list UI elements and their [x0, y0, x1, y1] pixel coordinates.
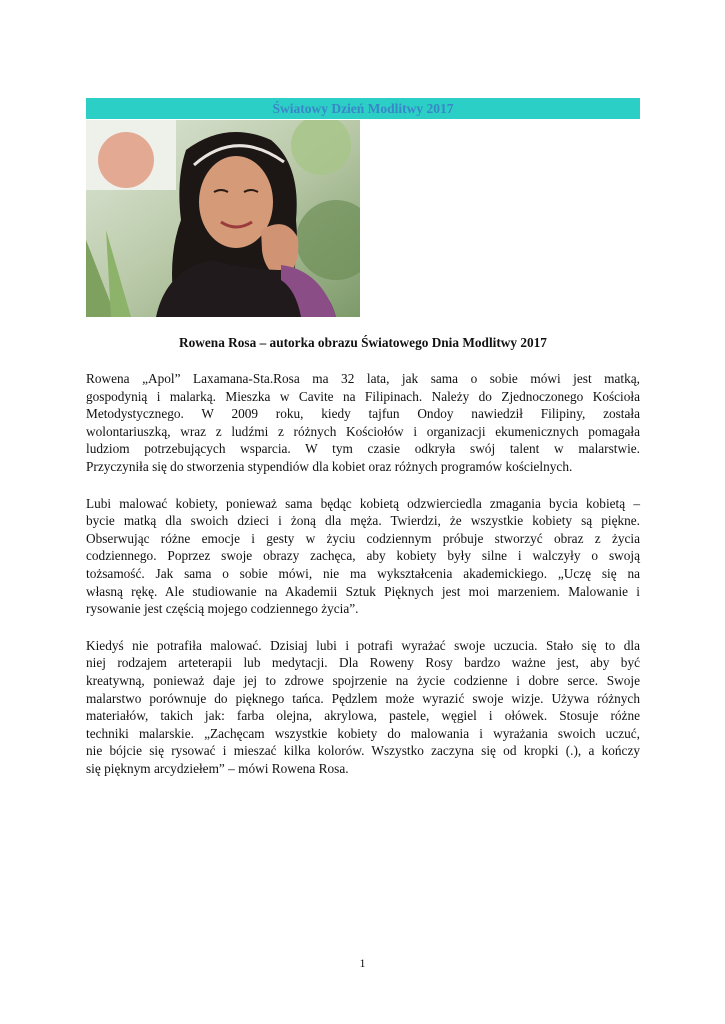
paragraph-3	[86, 637, 640, 778]
text-line: ludziom potrzebujących wsparcia. W tym czasie odkryła swój talent w malarstwie.	[86, 441, 640, 457]
text-line: wolontariuszką, wraz z ludźmi z różnych Kościołów i organizacji ekumenicznych pomagała	[86, 423, 640, 439]
text-line: własną rękę. Ale studiowanie na Akademii Sztuk Pięknych jest moi marzeniem. Malowanie i	[86, 583, 640, 599]
text-line: rysowanie jest częścią mojego codziennego życia”.	[86, 601, 359, 617]
text-line: Obserwując różne emocje i gesty w życiu codziennym próbuje stworzyć obraz z życia	[86, 530, 640, 546]
text-line: Rowena „Apol” Laxamana-Sta.Rosa ma 32 lata, jak sama o sobie mówi jest matką,	[86, 371, 640, 386]
text-line: materiałów, takich jak: farba olejna, akrylowa, pastele, węgiel i ołówek. Stosuje różne	[86, 708, 640, 724]
title-banner	[86, 98, 640, 119]
paragraph-1	[86, 370, 640, 476]
text-line: Przyczyniła się do stworzenia stypendiów dla kobiet oraz różnych programów kościelnych.	[86, 458, 573, 474]
banner-title: Światowy Dzień Modlitwy 2017	[272, 101, 454, 116]
article-heading: Rowena Rosa – autorka obrazu Światowego Dnia Modlitwy 2017	[179, 335, 547, 350]
text-line: techniki malarskie. „Zachęcam wszystkie kobiety do malowania i wyrażania swoich uczuć,	[86, 725, 640, 741]
article-body	[86, 370, 640, 796]
text-line: bycie matką dla swoich dzieci i żoną dla męża. Twierdzi, że wszystkie kobiety są piękne.	[86, 513, 640, 529]
text-line: Metodystycznego. W 2009 roku, kiedy tajfun Ondoy nawiedził Filipiny, została	[86, 406, 640, 422]
text-line: kreatywną, ponieważ daje jej to zdrowe spojrzenie na życie codzienne i dobre serce. Swoje	[86, 672, 640, 688]
text-line: Lubi malować kobiety, ponieważ sama będąc kobietą odzwierciedla zmagania bycia kobietą –	[86, 495, 640, 511]
paragraph-2	[86, 495, 640, 618]
text-line: Kiedyś nie potrafiła malować. Dzisiaj lubi i potrafi wyrażać swoje uczucia. Stało się to dla	[86, 637, 640, 653]
text-line: gospodynią i malarką. Mieszka w Cavite na Filipinach. Należy do Zjednoczonego Kościoła	[86, 388, 640, 404]
page-number: 1	[359, 956, 366, 970]
text-line: niej rodzajem arteterapii lub medytacji. Dla Roweny Rosy bardzo ważne jest, aby być	[86, 655, 640, 671]
text-line: nie bójcie się rysować i mieszać kilka kolorów. Wszystko zaczyna się od kropki (.), a kończy	[86, 743, 640, 759]
text-line: tożsamość. Jak sama o sobie mówi, nie ma wykształcenia akademickiego. „Uczę się na	[86, 565, 640, 581]
text-line: malarstwo porównuje do pięknego tańca. Pędzlem może wyrazić swoje wizje. Używa różnych	[86, 690, 640, 706]
text-line: codziennego. Poprzez swoje obrazy zachęca, aby kobiety były silne i walczyły o swoją	[86, 548, 640, 564]
portrait-photo	[86, 120, 360, 317]
text-line: się pięknym arcydziełem” – mówi Rowena Rosa.	[86, 760, 349, 776]
